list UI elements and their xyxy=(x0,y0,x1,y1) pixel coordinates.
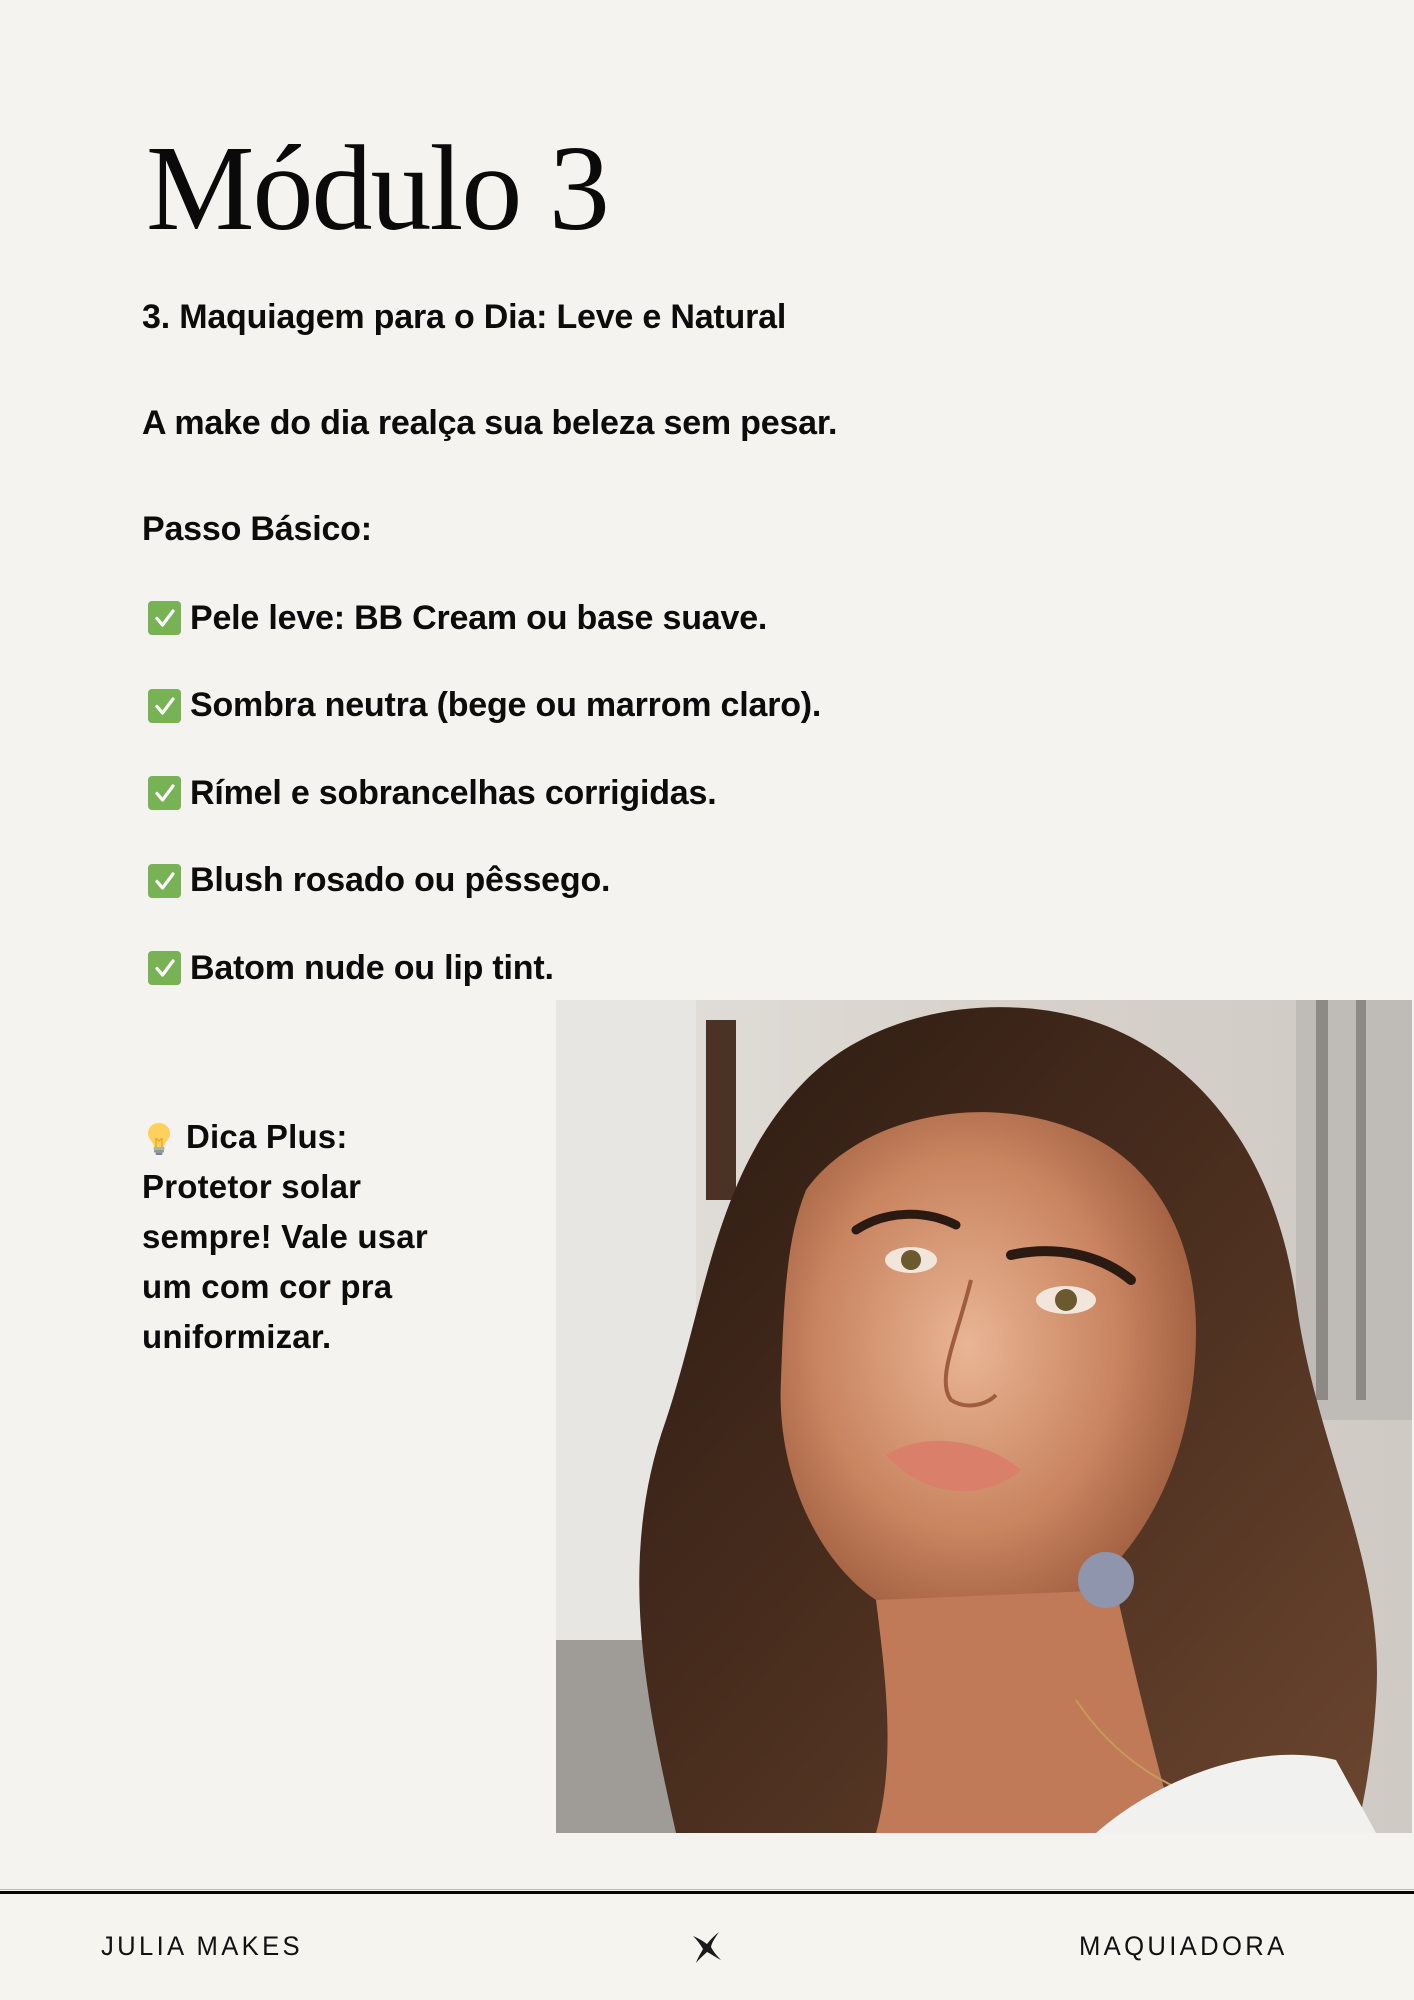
portrait-photo-illustration xyxy=(556,1000,1412,1833)
checklist-item-text: Sombra neutra (bege ou marrom claro). xyxy=(190,686,822,724)
tip-title: Dica Plus: xyxy=(186,1118,348,1155)
portrait-photo xyxy=(556,1000,1412,1833)
checklist-item-text: Batom nude ou lip tint. xyxy=(190,948,554,987)
check-mark-button-icon xyxy=(148,776,181,810)
checklist-item-text: Blush rosado ou pêssego. xyxy=(190,861,611,899)
tip-box xyxy=(142,1112,472,1362)
section-subtitle: 3. Maquiagem para o Dia: Leve e Natural xyxy=(142,298,787,336)
intro-text: A make do dia realça sua beleza sem pesar. xyxy=(142,404,838,442)
footer xyxy=(0,1894,1414,2000)
tip-title-row xyxy=(142,1112,472,1162)
checklist-item-text: Pele leve: BB Cream ou base suave. xyxy=(190,598,768,637)
check-mark-button-icon xyxy=(148,601,181,635)
checklist-item-text: Rímel e sobrancelhas corrigidas. xyxy=(190,773,717,812)
check-mark-button-icon xyxy=(148,864,181,898)
checklist-item xyxy=(148,771,821,815)
light-bulb-icon xyxy=(146,1120,172,1154)
checklist-item xyxy=(148,596,821,640)
checklist-item xyxy=(148,684,821,728)
steps-checklist xyxy=(148,596,821,1034)
check-mark-button-icon xyxy=(148,689,181,723)
footer-divider-shadow xyxy=(0,1889,1414,1890)
check-mark-button-icon xyxy=(148,951,181,985)
sparkle-star-icon xyxy=(690,1930,724,1964)
footer-role: MAQUIADORA xyxy=(1079,1931,1288,1961)
steps-heading: Passo Básico: xyxy=(142,510,372,548)
checklist-item xyxy=(148,859,821,903)
page-title: Módulo 3 xyxy=(146,121,608,256)
footer-brand-name: JULIA MAKES xyxy=(101,1931,303,1961)
tip-body: Protetor solar sempre! Vale usar um com cor pra uniformizar. xyxy=(142,1168,428,1355)
checklist-item xyxy=(148,946,821,990)
